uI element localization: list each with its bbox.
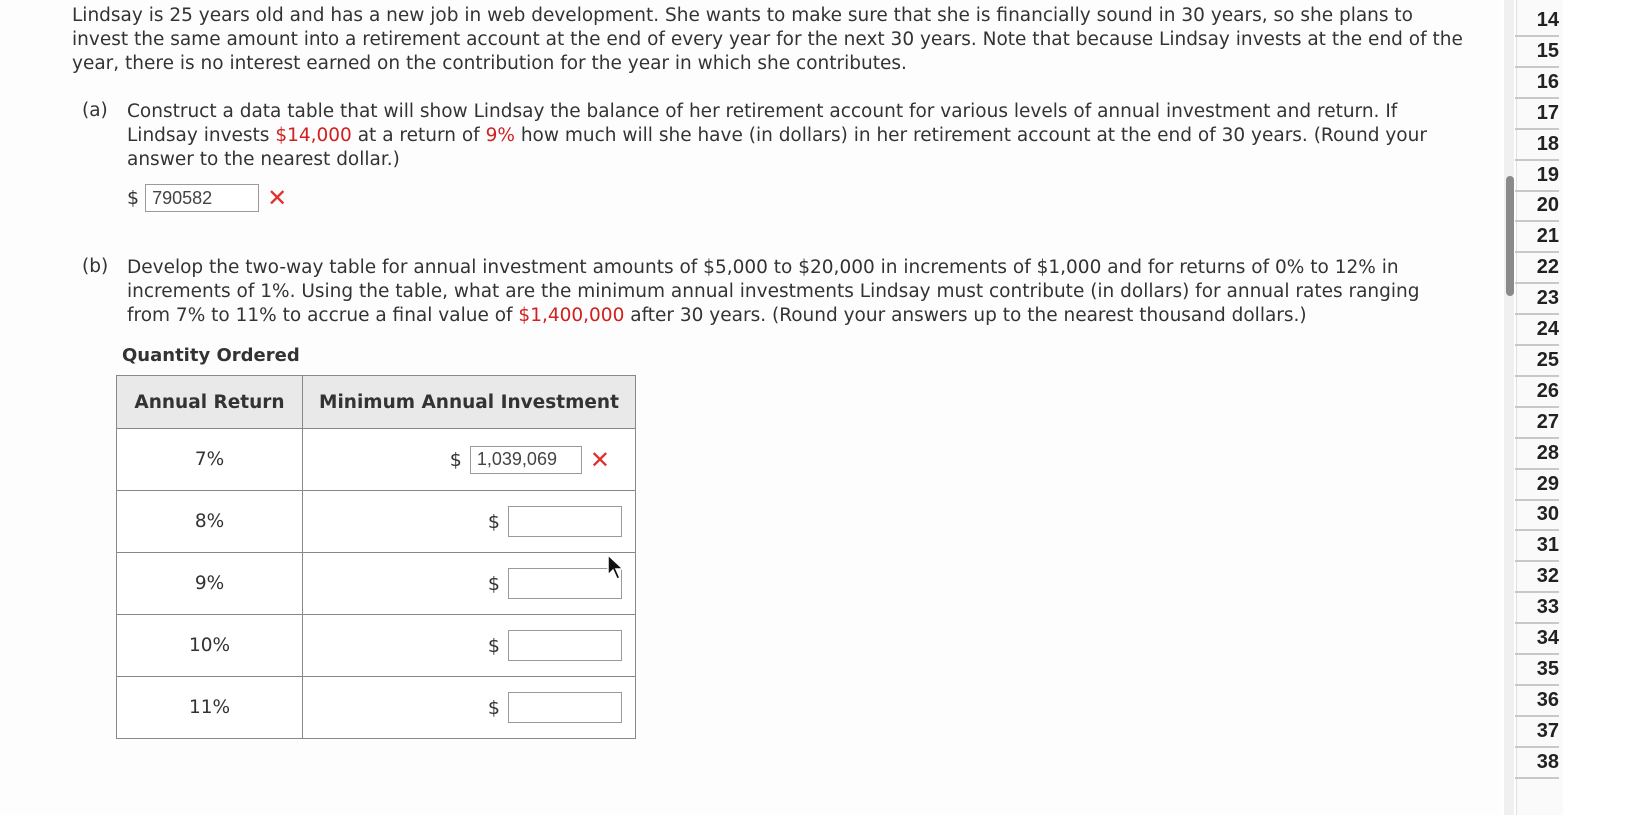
currency-symbol: $ [127, 187, 140, 209]
currency-symbol: $ [487, 510, 500, 533]
part-a-answer-input[interactable]: 790582 [145, 184, 259, 212]
row-number: 34 [1515, 624, 1559, 655]
row-number: 25 [1515, 346, 1559, 377]
investment-cell [303, 615, 636, 677]
table-header-row [117, 376, 636, 429]
row-number: 18 [1515, 130, 1559, 161]
row-number: 29 [1515, 470, 1559, 501]
row-number: 27 [1515, 408, 1559, 439]
table-title: Quantity Ordered [122, 345, 300, 366]
row-number: 16 [1515, 68, 1559, 99]
row-number: 19 [1515, 161, 1559, 192]
row-number: 38 [1515, 748, 1559, 779]
column-header-minimum-investment: Minimum Annual Investment [303, 376, 636, 429]
row-number-gutter [1516, 0, 1563, 815]
mouse-cursor-icon [606, 553, 628, 583]
row-number: 17 [1515, 99, 1559, 130]
problem-intro: Lindsay is 25 years old and has a new job in web development. She wants to make sure that she is financially sound in 30 years, so she plans to invest the same amount into a retirement account at the end of every year for the next 30 years. Note that because Lindsay invests at the end of the year, there is no interest earned on the contribution for the year in which she contributes. [72, 5, 1463, 74]
table-row [117, 677, 636, 739]
row-number: 24 [1515, 315, 1559, 346]
investment-input-7[interactable]: 1,039,069 [470, 446, 582, 474]
investment-cell [303, 677, 636, 739]
investment-input-9[interactable] [508, 568, 622, 599]
column-header-annual-return: Annual Return [117, 376, 303, 429]
part-a-text-1: Construct a data table that will show Lindsay the balance of her retirement account for various levels of annual investment and return. If Lindsay invests [127, 101, 1398, 146]
row-number: 22 [1515, 253, 1559, 284]
table-row [117, 491, 636, 553]
part-b-label: (b) [82, 256, 109, 277]
table-row [117, 429, 636, 491]
part-a-text-2: at a return of [351, 125, 486, 146]
investment-cell [303, 429, 636, 491]
row-number: 23 [1515, 284, 1559, 315]
close-icon: ✕ [589, 445, 610, 474]
part-b-text-2: after 30 years. (Round your answers up to the nearest thousand dollars.) [624, 305, 1307, 326]
currency-symbol: $ [487, 572, 500, 595]
scrollbar-thumb[interactable] [1506, 176, 1514, 296]
row-number: 20 [1515, 191, 1559, 222]
part-a-amount: $14,000 [275, 125, 352, 146]
row-number: 33 [1515, 593, 1559, 624]
rate-cell: 11% [117, 677, 303, 739]
row-number: 35 [1515, 655, 1559, 686]
close-icon: ✕ [267, 184, 288, 212]
investment-input-11[interactable] [508, 692, 622, 723]
row-number: 14 [1515, 6, 1559, 37]
row-number: 30 [1515, 500, 1559, 531]
row-number: 31 [1515, 531, 1559, 562]
rate-cell: 8% [117, 491, 303, 553]
part-a-label: (a) [82, 100, 108, 121]
row-number: 28 [1515, 439, 1559, 470]
currency-symbol: $ [487, 696, 500, 719]
part-a-text [127, 100, 1457, 172]
investment-cell [303, 491, 636, 553]
row-number: 36 [1515, 686, 1559, 717]
investment-table [116, 375, 636, 739]
part-b-text [127, 256, 1447, 328]
part-b-text-1: Develop the two-way table for annual investment amounts of $5,000 to $20,000 in increments of $1,000 and for returns of 0% to 12% in increments of 1%. Using the table, what are the minimum annual investments Lindsay must contribute (in dollars) for annual rates ranging from 7% to 11% to accrue a final value of [127, 257, 1420, 326]
row-number: 26 [1515, 377, 1559, 408]
investment-cell [303, 553, 636, 615]
investment-input-8[interactable] [508, 506, 622, 537]
rate-cell: 9% [117, 553, 303, 615]
rate-cell: 10% [117, 615, 303, 677]
part-a-text-3: how much will she have (in dollars) in her retirement account at the end of 30 years. (Round your answer to the nearest dollar.) [127, 125, 1427, 170]
rate-cell: 7% [117, 429, 303, 491]
vertical-scrollbar[interactable] [1504, 0, 1514, 815]
part-a-answer-row [127, 184, 287, 212]
row-number: 32 [1515, 562, 1559, 593]
row-number: 21 [1515, 222, 1559, 253]
part-a-rate: 9% [485, 125, 515, 146]
currency-symbol: $ [487, 634, 500, 657]
table-row [117, 615, 636, 677]
row-number: 15 [1515, 37, 1559, 68]
table-row [117, 553, 636, 615]
row-number: 37 [1515, 717, 1559, 748]
currency-symbol: $ [449, 448, 462, 471]
blank-area [1563, 0, 1648, 815]
part-b-amount: $1,400,000 [518, 305, 625, 326]
investment-input-10[interactable] [508, 630, 622, 661]
